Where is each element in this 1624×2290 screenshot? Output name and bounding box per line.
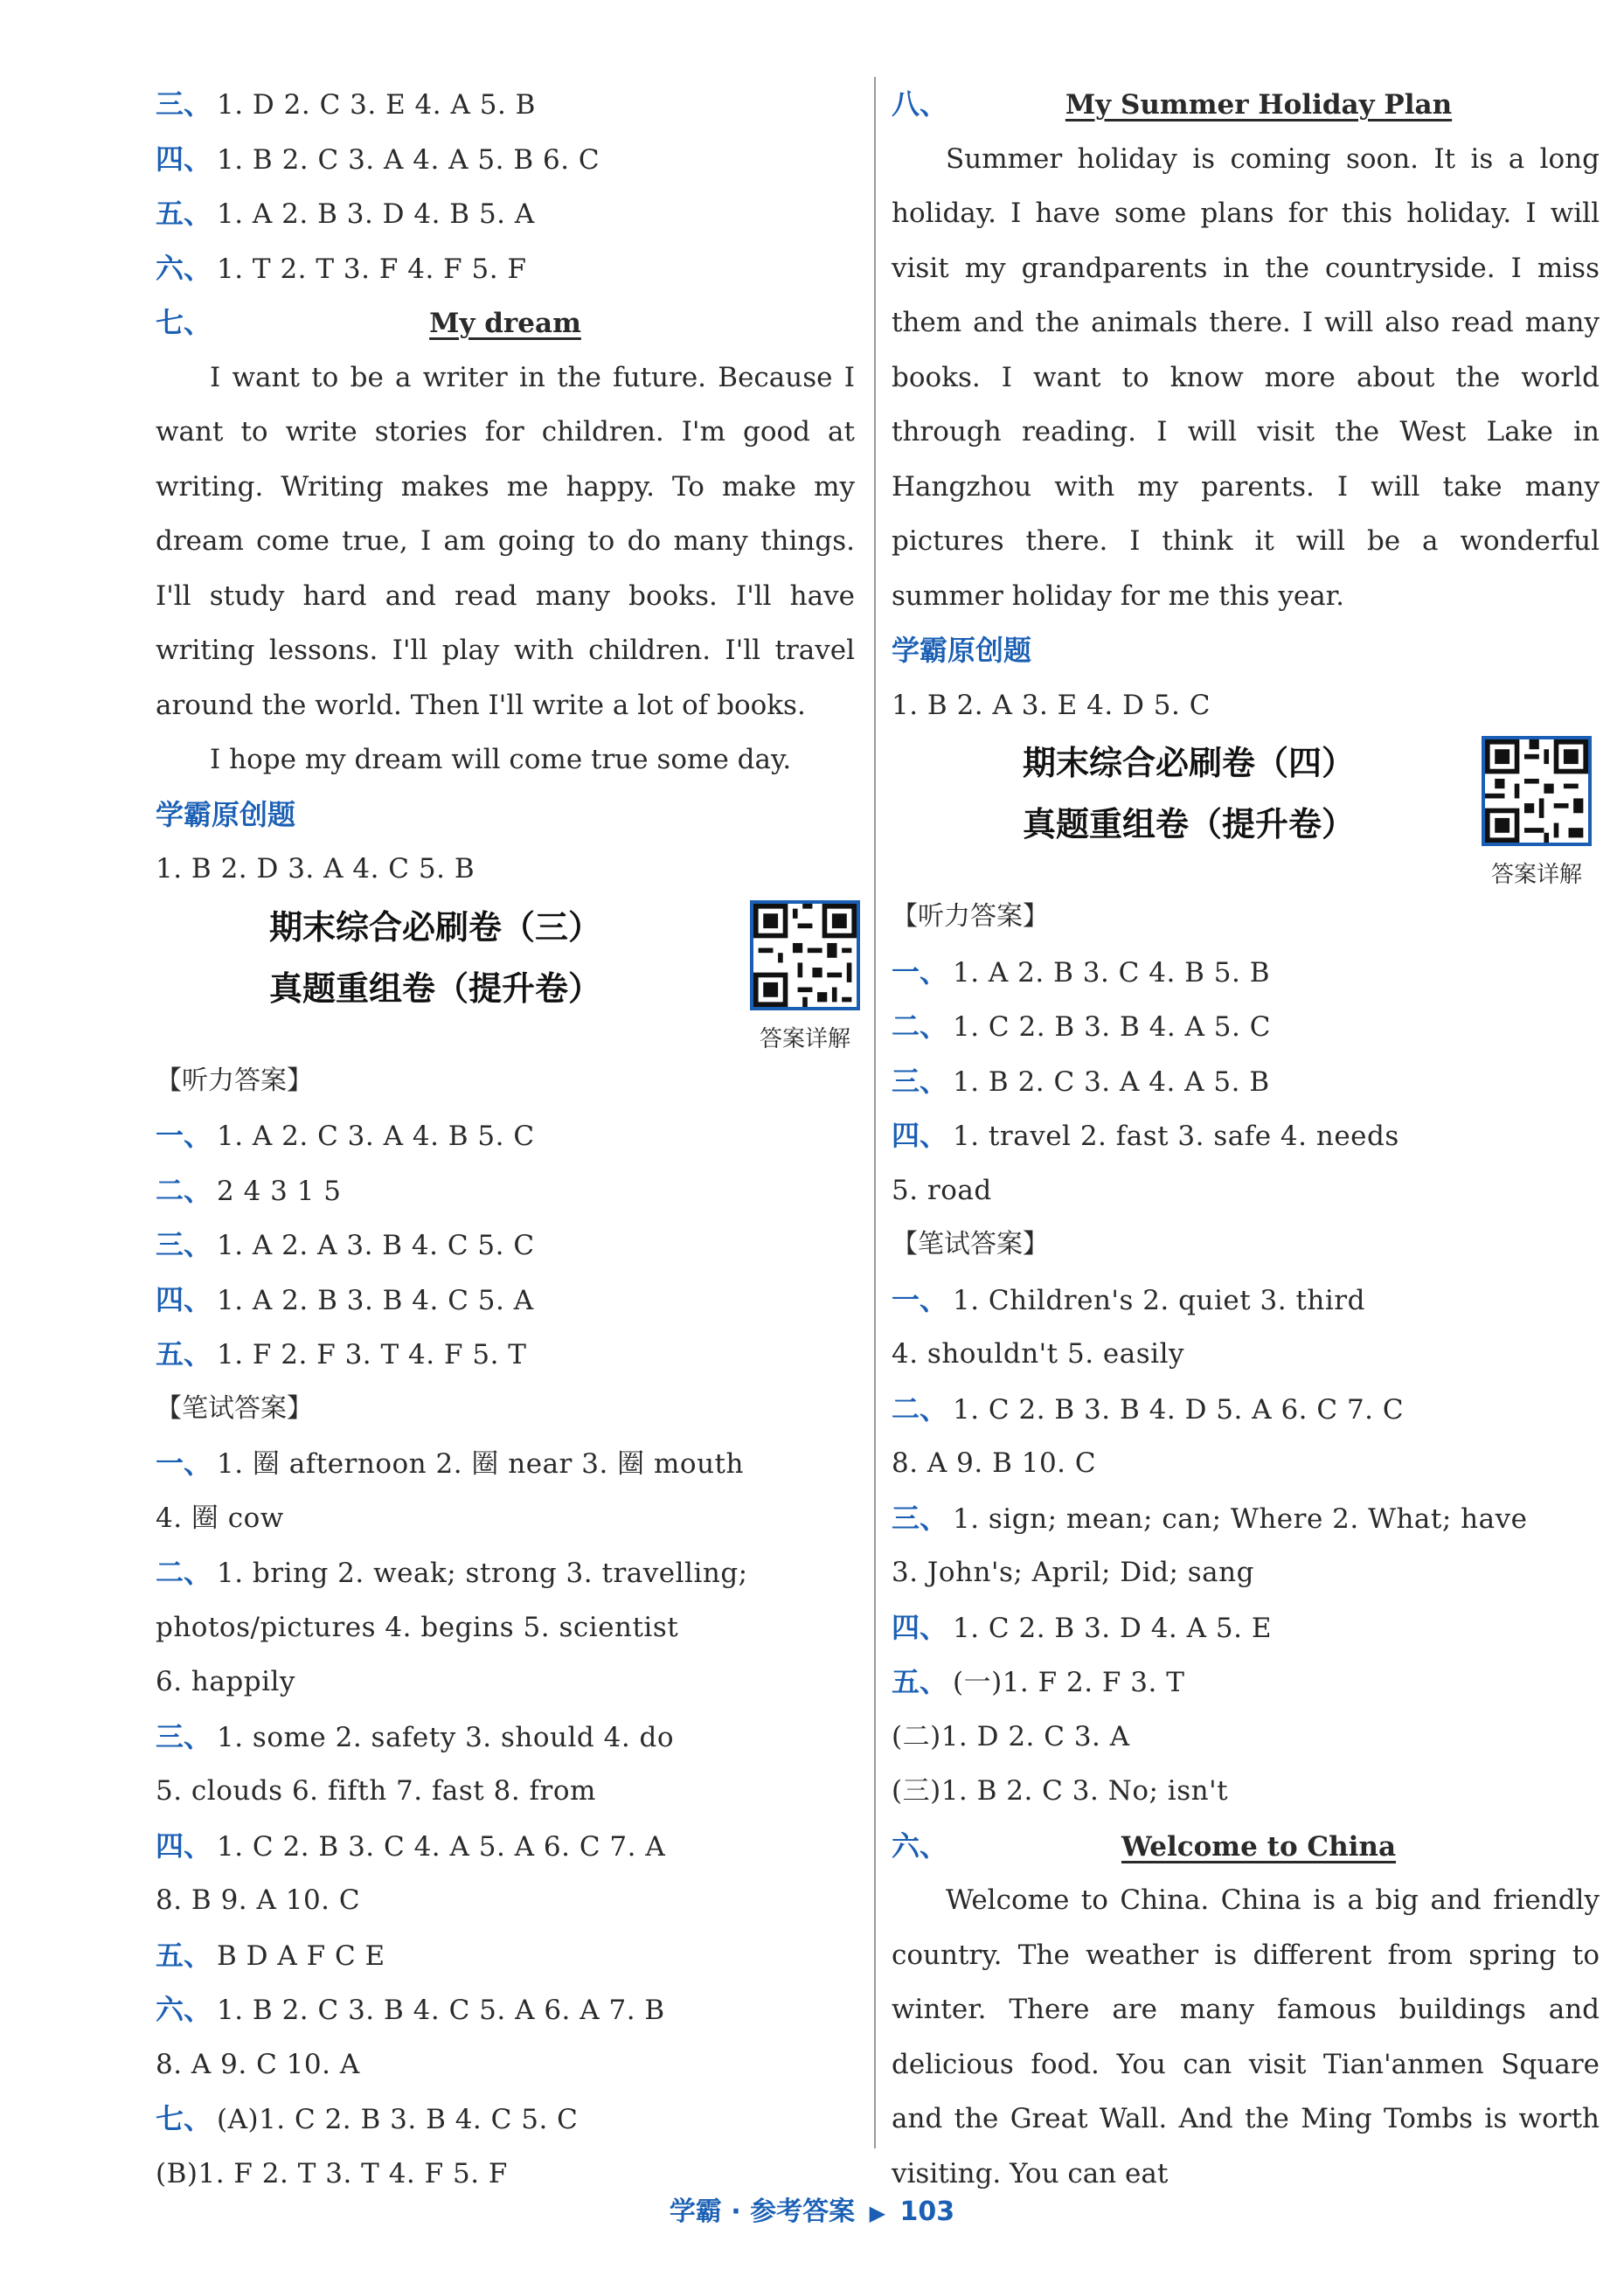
answer-text: 1. C 2. B 3. C 4. A 5. A 6. C 7. A [217, 1830, 666, 1863]
answer-line [892, 1108, 1600, 1163]
section-marker: 六、 [892, 1829, 948, 1863]
answer-text: 1. T 2. T 3. F 4. F 5. F [217, 253, 527, 285]
qr-caption: 答案详解 [759, 1025, 850, 1052]
answer-text: 3. John's; April; Did; sang [892, 1557, 1254, 1588]
answer-text: 1. A 2. C 3. A 4. B 5. C [217, 1121, 535, 1152]
footer-label: 参考答案 [750, 2196, 856, 2227]
answer-text: 1. C 2. B 3. D 4. A 5. E [953, 1612, 1272, 1644]
section-marker: 二、 [892, 1010, 948, 1043]
answer-line [892, 1054, 1600, 1109]
exam-title-block [156, 897, 855, 1054]
answer-line [156, 1982, 855, 2037]
answer-text: 1. B 2. C 3. A 4. A 5. B [953, 1065, 1270, 1098]
section-marker: 一、 [892, 954, 948, 989]
answer-line [156, 1545, 855, 1600]
listening-heading: 【听力答案】 [156, 1065, 313, 1096]
answer-text: 1. A 2. B 3. C 4. B 5. B [953, 956, 1271, 989]
exam-title: 期末综合必刷卷（三） [268, 907, 601, 947]
answer-line [156, 1218, 855, 1273]
answer-text: 1. C 2. B 3. B 4. A 5. C [953, 1011, 1271, 1043]
exam-title-block [892, 732, 1600, 890]
answer-text: (A)1. C 2. B 3. B 4. C 5. C [217, 2104, 579, 2135]
section-marker: 四、 [892, 1610, 948, 1644]
answer-text: (三)1. B 2. C 3. No; isn't [892, 1775, 1229, 1807]
answer-text: 1. some 2. safety 3. should 4. do [217, 1721, 675, 1753]
essay-title: My Summer Holiday Plan [1065, 89, 1453, 121]
answer-line [156, 1819, 855, 1874]
written-heading: 【笔试答案】 [156, 1392, 313, 1424]
exam-subtitle: 真题重组卷（提升卷） [1022, 805, 1355, 843]
section-marker: 八、 [892, 87, 948, 121]
answer-text: 8. B 9. A 10. C [156, 1884, 361, 1916]
section-marker: 六、 [156, 251, 212, 285]
answer-line [156, 1108, 855, 1163]
answer-line [156, 1273, 855, 1328]
answer-line [892, 1273, 1600, 1328]
essay-paragraph: Welcome to China. China is a big and friendly country. The weather is different from spring to winter. There are many famous buildings and delicious food. You can visit Tian'anmen Square and the Great Wall. And the Ming Tombs is worth visiting. You can eat [892, 1884, 1600, 2189]
listening-heading: 【听力答案】 [892, 901, 1049, 932]
left-column [156, 77, 855, 2201]
answer-text: 5. clouds 6. fifth 7. fast 8. from [156, 1775, 596, 1807]
answer-text: 4. shouldn't 5. easily [892, 1338, 1185, 1370]
answer-text: 6. happily [156, 1666, 295, 1697]
answer-line [156, 241, 855, 296]
essay-title: Welcome to China [1121, 1830, 1397, 1863]
section-marker: 四、 [892, 1119, 948, 1152]
section-marker: 六、 [156, 1993, 212, 2026]
answer-text: 1. B 2. C 3. B 4. C 5. A 6. A 7. B [217, 1995, 665, 2026]
section-marker: 五、 [156, 197, 212, 230]
answer-text: 1. D 2. C 3. E 4. A 5. B [217, 89, 536, 121]
section-marker: 四、 [156, 1282, 212, 1316]
answer-line [156, 77, 855, 132]
answer-line [892, 1382, 1600, 1437]
essay-paragraph: Summer holiday is coming soon. It is a long holiday. I have some plans for this holiday. I will visit my grandparents in the countryside. I miss them and the animals there. I will also read many books. I want to know more about the world through reading. I will visit the West Lake in Hangzhou with my parents. I will take many pictures there. I think it will be a wonderful summer holiday for me this year. [892, 142, 1600, 612]
section-marker: 二、 [156, 1556, 212, 1589]
answer-text: 1. A 2. B 3. B 4. C 5. A [217, 1284, 534, 1316]
essay-title: My dream [429, 308, 581, 339]
answer-text: 1. 圈 afternoon 2. 圈 near 3. 圈 mouth [217, 1448, 744, 1480]
answer-text: 1. travel 2. fast 3. safe 4. needs [953, 1121, 1399, 1152]
answer-text: 1. bring 2. weak; strong 3. travelling; [217, 1558, 748, 1589]
exam-titles [156, 897, 715, 1019]
answer-line [156, 1436, 855, 1491]
section-marker: 四、 [156, 1829, 212, 1863]
answer-line [892, 945, 1600, 1000]
section-marker: 三、 [156, 1719, 212, 1753]
exam-title: 期末综合必刷卷（四） [1022, 744, 1355, 782]
section-marker: 三、 [892, 1064, 948, 1098]
answer-text: 1. B 2. A 3. E 4. D 5. C [892, 689, 1211, 721]
essay-heading [156, 295, 855, 350]
answer-text: photos/pictures 4. begins 5. scientist [156, 1611, 679, 1643]
footer-brand: 学霸 [669, 2196, 722, 2227]
answer-text: 8. A 9. B 10. C [892, 1447, 1097, 1479]
section-marker: 一、 [156, 1447, 212, 1480]
answer-text: 1. F 2. F 3. T 4. F 5. T [217, 1339, 527, 1371]
essay-paragraph: I hope my dream will come true some day. [210, 744, 792, 775]
section-marker: 一、 [892, 1282, 948, 1316]
answer-text: 4. 圈 cow [156, 1502, 284, 1534]
page-number: 103 [899, 2196, 955, 2227]
section-marker: 一、 [156, 1119, 212, 1152]
page-footer [0, 2189, 1624, 2228]
section-marker: 五、 [156, 1938, 212, 1972]
answer-text: 1. C 2. B 3. B 4. D 5. A 6. C 7. C [953, 1393, 1405, 1426]
section-marker: 五、 [156, 1337, 212, 1371]
answer-text: (一)1. F 2. F 3. T [953, 1667, 1185, 1698]
answer-line [156, 1163, 855, 1218]
essay-paragraph: I want to be a writer in the future. Because I want to write stories for children. I'm good at writing. Writing makes me happy. To make my dream come true, I am going to do many things. I'll study hard and read many books. I'll have writing lessons. I'll play with children. I'll travel around the world. Then I'll write a lot of books. [156, 361, 855, 721]
section-marker: 三、 [892, 1501, 948, 1535]
answer-line [892, 1655, 1600, 1710]
answer-line [156, 1327, 855, 1382]
answer-text: 8. A 9. C 10. A [156, 2048, 360, 2080]
essay-heading [892, 1819, 1600, 1874]
section-marker: 七、 [156, 2102, 212, 2135]
section-marker: 四、 [156, 142, 212, 176]
answer-text: 1. B 2. D 3. A 4. C 5. B [156, 853, 475, 885]
answer-text: 1. A 2. A 3. B 4. C 5. C [217, 1230, 535, 1261]
answer-text: 5. road [892, 1174, 992, 1206]
answer-text: (二)1. D 2. C 3. A [892, 1720, 1130, 1752]
essay-heading [892, 77, 1600, 132]
answer-text: (B)1. F 2. T 3. T 4. F 5. F [156, 2157, 508, 2189]
answer-line [156, 1710, 855, 1765]
answer-line [892, 1600, 1600, 1655]
answer-line [156, 1928, 855, 1983]
xueba-heading: 学霸原创题 [892, 634, 1032, 667]
answer-line [892, 1491, 1600, 1546]
qr-code-icon[interactable] [1482, 736, 1592, 846]
footer-separator: · [731, 2196, 741, 2227]
section-marker: 二、 [156, 1173, 212, 1207]
section-marker: 五、 [892, 1665, 948, 1698]
answer-text: 2 4 3 1 5 [217, 1175, 342, 1207]
exam-titles [892, 732, 1486, 855]
qr-code-icon[interactable] [750, 900, 860, 1010]
section-marker: 七、 [156, 306, 212, 339]
qr-code-block[interactable] [750, 900, 860, 1053]
qr-code-block[interactable] [1482, 736, 1592, 889]
answer-text: 1. B 2. C 3. A 4. A 5. B 6. C [217, 143, 600, 176]
section-marker: 三、 [156, 87, 212, 121]
xueba-heading: 学霸原创题 [156, 797, 296, 831]
answer-line [892, 999, 1600, 1054]
column-divider [874, 77, 876, 2148]
play-arrow-icon: ▶ [869, 2201, 886, 2225]
right-column [892, 77, 1600, 2201]
answer-text: B D A F C E [217, 1940, 385, 1972]
answer-text: 1. Children's 2. quiet 3. third [953, 1284, 1365, 1316]
written-heading: 【笔试答案】 [892, 1229, 1049, 1260]
section-marker: 二、 [892, 1391, 948, 1426]
answer-line [156, 132, 855, 187]
answer-line [156, 186, 855, 241]
section-marker: 三、 [156, 1228, 212, 1261]
qr-caption: 答案详解 [1490, 862, 1582, 888]
answer-line [156, 2092, 855, 2147]
answer-text: 1. sign; mean; can; Where 2. What; have [953, 1502, 1528, 1535]
exam-subtitle: 真题重组卷（提升卷） [268, 968, 601, 1008]
answer-text: 1. A 2. B 3. D 4. B 5. A [217, 198, 535, 230]
